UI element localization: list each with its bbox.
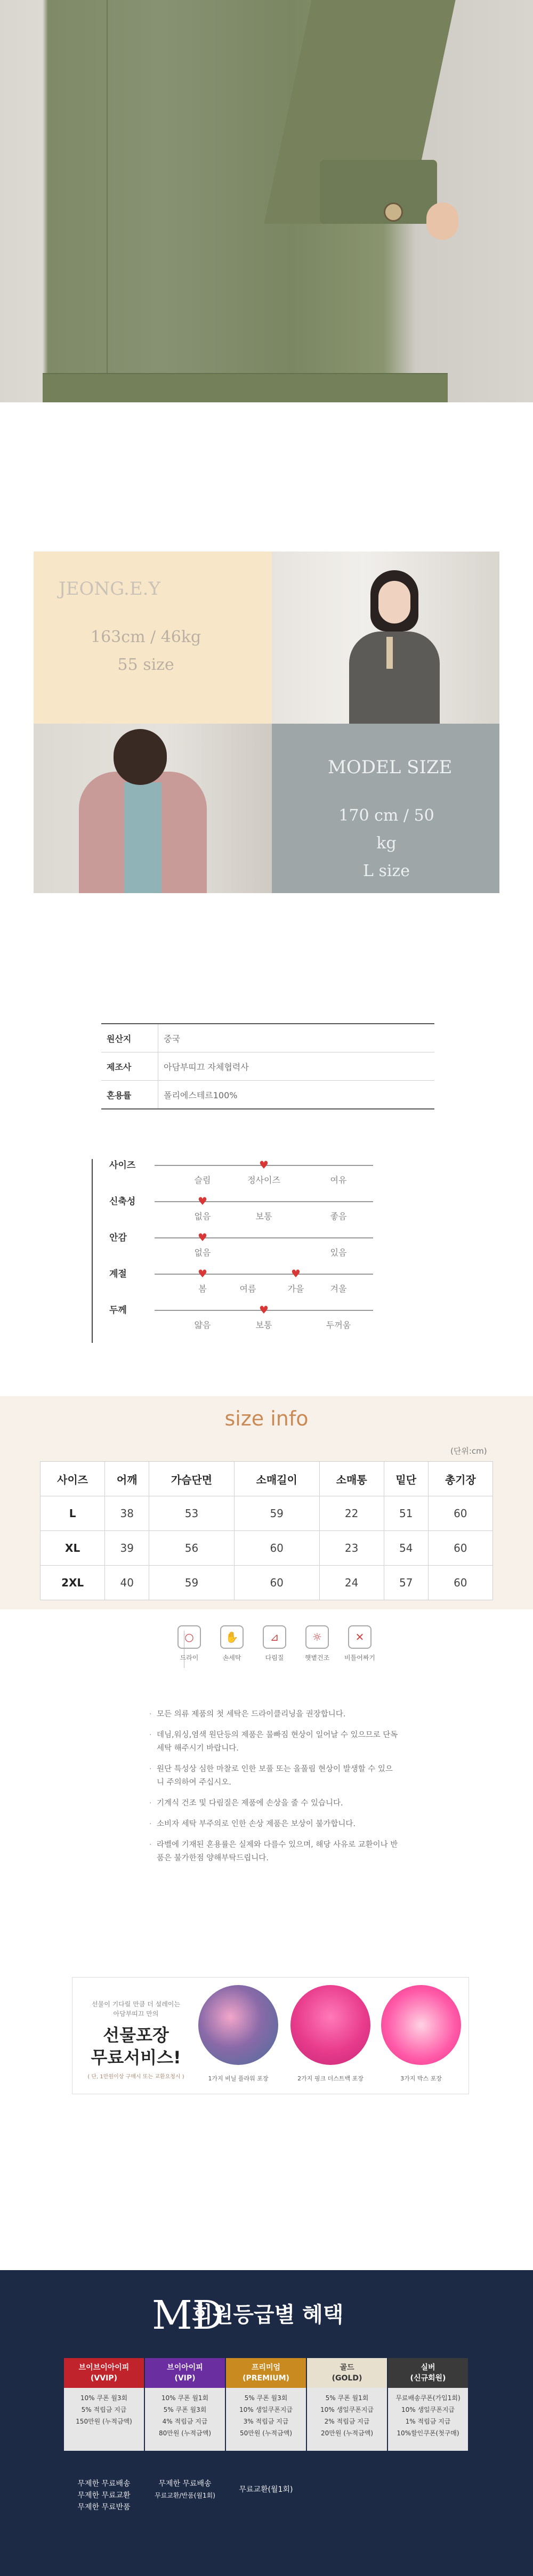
care-item — [171, 1625, 208, 1662]
benefit-line: 150만원 (누적금액) — [76, 2418, 132, 2425]
column-header: 소매길이 — [234, 1462, 319, 1496]
note-item: · 라벨에 기재된 혼용률은 실제와 다를수 있으며, 해당 사유로 교환이나 반품은 불가한점 양해부탁드립니다. — [149, 1838, 400, 1865]
scale-option: 두꺼움 — [326, 1320, 351, 1330]
dust-bag-image — [290, 1985, 370, 2065]
scale-option: 보통 — [255, 1211, 272, 1221]
vip-extra-benefits — [145, 2478, 225, 2501]
hand-wash-icon: ✋ — [220, 1625, 244, 1649]
benefit-line: 무제한 무료반품 — [77, 2503, 131, 2512]
tier-vip — [145, 2358, 225, 2451]
scale-line — [155, 1237, 373, 1238]
size-cell: 38 — [105, 1496, 149, 1531]
tier-name: 골드 (GOLD) — [307, 2358, 387, 2388]
table-row — [101, 1081, 434, 1109]
size-cell: 60 — [234, 1566, 319, 1600]
benefit-line: 10%할인쿠폰(첫구매) — [397, 2429, 459, 2437]
size-cell: 53 — [149, 1496, 235, 1531]
dry-clean-icon: ○ — [177, 1625, 201, 1649]
scale-row-thickness — [85, 1301, 416, 1338]
scale-label: 사이즈 — [109, 1160, 136, 1171]
tier-premium — [226, 2358, 306, 2451]
model-size-title: MODEL SIZE — [328, 757, 453, 778]
note-item: · 기계식 건조 및 다림질은 제품에 손상을 줄 수 있습니다. — [149, 1797, 400, 1810]
scale-row-season — [85, 1265, 416, 1301]
column-header: 총기장 — [428, 1462, 492, 1496]
scale-option: 봄 — [198, 1284, 207, 1294]
scale-option: 좋음 — [330, 1211, 347, 1221]
gift-caption: 1가지 비닐 플라워 포장 — [208, 2075, 269, 2082]
table-row — [101, 1024, 434, 1052]
table-header-row — [41, 1462, 493, 1496]
heart-icon: ♥ — [198, 1195, 207, 1208]
model-size: 55 size — [117, 655, 174, 674]
spec-value: 폴리에스테르100% — [158, 1081, 435, 1109]
size-cell: 39 — [105, 1531, 149, 1566]
column-header: 어깨 — [105, 1462, 149, 1496]
model-photo-front — [272, 552, 499, 724]
product-photo-jacket — [0, 0, 533, 402]
scale-option: 가을 — [287, 1284, 304, 1294]
size-table — [40, 1461, 493, 1600]
care-item — [213, 1625, 251, 1662]
jacket-cuff — [320, 160, 437, 224]
model-face — [378, 581, 410, 623]
benefit-line: 10% 쿠폰 월3회 — [80, 2394, 128, 2402]
membership-title: 회원등급별 혜택 — [192, 2303, 344, 2327]
shade-dry-icon: ☼ — [305, 1625, 329, 1649]
care-item — [341, 1625, 378, 1662]
size-cell: 51 — [384, 1496, 428, 1531]
model-necklace — [386, 637, 393, 669]
benefit-line: 무료교환/반품(월1회) — [155, 2492, 215, 2499]
note-item: · 데님,워싱,염색 원단등의 제품은 물빠짐 현상이 일어날 수 있으므로 단독 세탁 해주시기 바랍니다. — [149, 1729, 400, 1755]
scale-label: 계절 — [109, 1269, 127, 1279]
tier-name: 브이아이피 (VIP) — [145, 2358, 225, 2388]
benefit-line: 5% 쿠폰 월1회 — [325, 2394, 369, 2402]
size-cell: 2XL — [41, 1566, 105, 1600]
jacket-hem — [43, 373, 448, 402]
model-stats — [91, 623, 201, 679]
tier-benefits — [226, 2388, 306, 2451]
scale-option: 없음 — [194, 1248, 211, 1258]
inner-top — [124, 782, 161, 893]
size-cell: 54 — [384, 1531, 428, 1566]
care-label: 드라이 — [180, 1654, 199, 1662]
care-item — [256, 1625, 293, 1662]
size-info-title: size info — [224, 1407, 309, 1430]
scale-option: 정사이즈 — [247, 1175, 280, 1185]
heart-icon: ♥ — [291, 1267, 301, 1280]
benefit-line: 1% 적립금 지급 — [405, 2418, 451, 2425]
benefit-line: 20만원 (누적금액) — [321, 2429, 373, 2437]
column-header: 소매통 — [319, 1462, 384, 1496]
model-hair — [114, 729, 167, 785]
gift-title-line: 선물포장 — [103, 2025, 169, 2045]
benefit-line: 10% 생일쿠폰지급 — [401, 2406, 455, 2413]
tier-benefits — [64, 2388, 144, 2451]
model-height-weight: 163cm / 46kg — [91, 628, 201, 646]
tier-benefits — [307, 2388, 387, 2451]
benefit-line: 10% 생일쿠폰지급 — [320, 2406, 374, 2413]
tier-name: 프리미엄 (PREMIUM) — [226, 2358, 306, 2388]
scale-option: 여유 — [330, 1175, 347, 1185]
spec-table — [101, 1023, 434, 1109]
scale-option: 있음 — [330, 1248, 347, 1258]
heart-icon: ♥ — [198, 1267, 207, 1280]
model-size-values — [328, 802, 445, 885]
premium-extra-benefits — [226, 2484, 306, 2496]
model-body — [349, 631, 440, 724]
gift-caption: 2가지 핑크 더스트백 포장 — [297, 2075, 364, 2082]
care-icons — [171, 1625, 437, 1679]
benefit-line: 80만원 (누적금액) — [159, 2429, 211, 2437]
size-cell: 22 — [319, 1496, 384, 1531]
scale-option: 여름 — [239, 1284, 256, 1294]
size-cell: XL — [41, 1531, 105, 1566]
scale-option: 없음 — [194, 1211, 211, 1221]
care-label: 비틀어짜기 — [344, 1654, 375, 1662]
care-item — [298, 1625, 336, 1662]
note-item: · 원단 특성상 심한 마찰로 인한 보풀 또는 올풀림 현상이 발생할 수 있으니 주의하여 주십시오. — [149, 1763, 400, 1789]
table-row — [41, 1496, 493, 1531]
model-name: JEONG.E.Y — [59, 578, 160, 600]
size-cell: 56 — [149, 1531, 235, 1566]
size-cell: 60 — [428, 1566, 492, 1600]
scale-row-elasticity — [85, 1193, 416, 1229]
gift-subtitle: 선물이 기다릴 만큼 더 설레이는 아담부띠끄 만의 — [92, 2000, 180, 2018]
care-label: 다림질 — [265, 1654, 284, 1662]
scale-option: 겨울 — [330, 1284, 347, 1294]
model-height-weight-2: 170 cm / 50 kg — [338, 806, 434, 853]
note-item: · 모든 의류 제품의 첫 세탁은 드라이클리닝을 권장합니다. — [149, 1708, 400, 1721]
tier-benefits — [388, 2388, 468, 2451]
tier-gold — [307, 2358, 387, 2451]
tier-silver — [388, 2358, 468, 2451]
tier-benefits — [145, 2388, 225, 2451]
size-cell: 59 — [234, 1496, 319, 1531]
spec-key: 원산지 — [101, 1024, 158, 1052]
size-cell: 60 — [428, 1496, 492, 1531]
benefit-line: 5% 쿠폰 월3회 — [244, 2394, 288, 2402]
scale-line — [155, 1201, 373, 1202]
benefit-line: 10% 생일쿠폰지급 — [239, 2406, 293, 2413]
tier-name: 실버 (신규회원) — [388, 2358, 468, 2388]
model-size-2: L size — [362, 862, 410, 880]
benefit-line: 2% 적립금 지급 — [324, 2418, 370, 2425]
benefit-line: 10% 쿠폰 월1회 — [161, 2394, 209, 2402]
gift-title-line: 무료서비스! — [91, 2047, 181, 2068]
no-bleach-icon: ✕ — [348, 1625, 372, 1649]
size-cell: 60 — [428, 1531, 492, 1566]
spec-value: 아담부띠끄 자체협력사 — [158, 1052, 435, 1081]
heart-icon: ♥ — [198, 1231, 207, 1244]
size-cell: L — [41, 1496, 105, 1531]
box-wrap-image — [381, 1985, 461, 2065]
spec-value: 중국 — [158, 1024, 435, 1052]
heart-icon: ♥ — [259, 1159, 269, 1171]
tier-vvip — [64, 2358, 144, 2451]
size-cell: 23 — [319, 1531, 384, 1566]
attribute-scales — [85, 1156, 416, 1338]
size-unit: (단위:cm) — [450, 1446, 487, 1456]
iron-icon: ⊿ — [263, 1625, 286, 1649]
model-photo-pink-jacket — [34, 724, 272, 893]
benefit-line: 4% 적립금 지급 — [162, 2418, 208, 2425]
table-row — [101, 1052, 434, 1081]
column-header: 가슴단면 — [149, 1462, 235, 1496]
brand-logo: MD — [152, 2293, 224, 2338]
size-cell: 59 — [149, 1566, 235, 1600]
spec-key: 혼용률 — [101, 1081, 158, 1109]
benefit-line: 무제한 무료교환 — [77, 2491, 131, 2500]
scale-option: 보통 — [255, 1320, 272, 1330]
scale-option: 슬림 — [194, 1175, 211, 1185]
column-header: 밑단 — [384, 1462, 428, 1496]
column-header: 사이즈 — [41, 1462, 105, 1496]
note-item: · 소비자 세탁 부주의로 인한 손상 제품은 보상이 불가합니다. — [149, 1818, 400, 1831]
size-cell: 60 — [234, 1531, 319, 1566]
care-label: 햇볕건조 — [304, 1654, 330, 1662]
hand-in-pocket — [426, 202, 458, 240]
flower-wrap-image — [198, 1985, 278, 2065]
scale-label: 안감 — [109, 1233, 127, 1243]
scale-line — [155, 1274, 373, 1275]
scale-row-size — [85, 1156, 416, 1193]
cuff-button — [384, 202, 403, 222]
jacket-seam — [107, 0, 108, 373]
benefit-line: 무료교환(월1회) — [239, 2485, 293, 2494]
benefit-line: 3% 적립금 지급 — [243, 2418, 289, 2425]
table-row — [41, 1531, 493, 1566]
scale-option: 얇음 — [194, 1320, 211, 1330]
benefit-line: 무제한 무료배송 — [77, 2480, 131, 2488]
benefit-line: 50만원 (누적금액) — [240, 2429, 292, 2437]
spec-key: 제조사 — [101, 1052, 158, 1081]
size-cell: 24 — [319, 1566, 384, 1600]
benefit-line: 무제한 무료배송 — [158, 2480, 212, 2488]
size-cell: 57 — [384, 1566, 428, 1600]
benefit-line: 5% 쿠폰 월3회 — [163, 2406, 207, 2413]
gift-caption: 3가지 박스 포장 — [400, 2075, 442, 2082]
heart-icon: ♥ — [259, 1303, 269, 1316]
gift-title — [85, 2024, 187, 2069]
care-label: 손세탁 — [222, 1654, 241, 1662]
scale-row-lining — [85, 1229, 416, 1265]
size-cell: 40 — [105, 1566, 149, 1600]
table-row — [41, 1566, 493, 1600]
benefit-line: 5% 적립금 지급 — [81, 2406, 127, 2413]
care-notes — [149, 1708, 400, 1873]
benefit-line: 무료배송쿠폰(가입1회) — [395, 2394, 461, 2402]
scale-label: 두께 — [109, 1305, 127, 1316]
tier-name: 브이브이아이피 (VVIP) — [64, 2358, 144, 2388]
scale-label: 신축성 — [109, 1196, 136, 1207]
gift-note: ( 단, 1만원이상 구매시 또는 교환요청시 ) — [87, 2074, 184, 2080]
vvip-extra-benefits — [64, 2478, 144, 2513]
